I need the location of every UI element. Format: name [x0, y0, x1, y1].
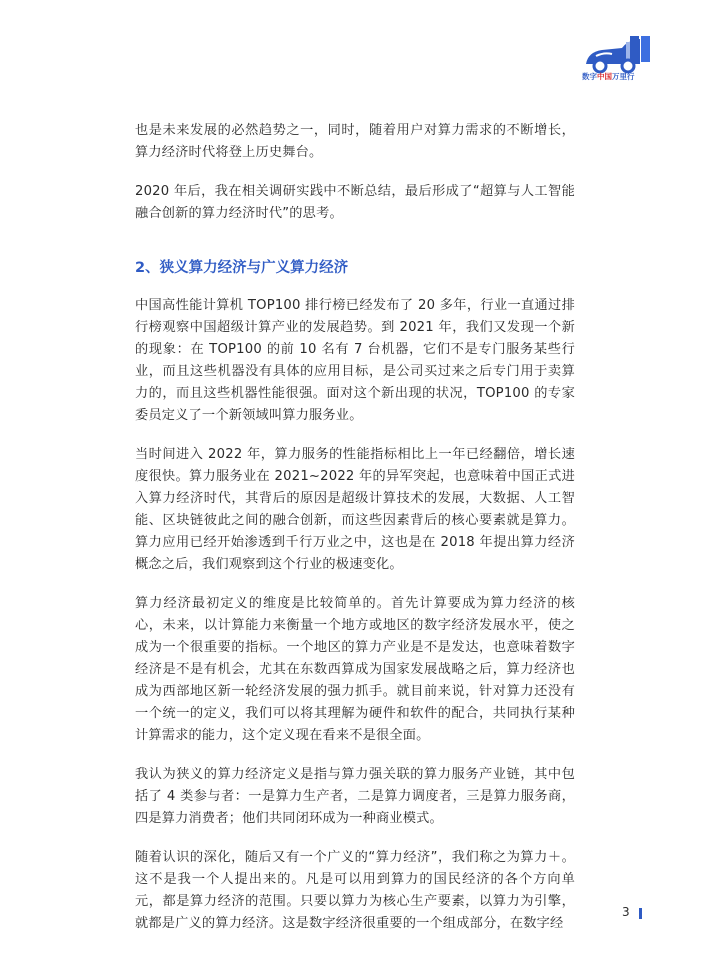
paragraph: 我认为狭义的算力经济定义是指与算力强关联的算力服务产业链，其中包括了 4 类参与者：一是算力生产者，二是算力调度者，三是算力服务商，四是算力消费者；他们共同闭环成为一种商业模式。 [135, 767, 575, 826]
section-title: 2、狭义算力经济与广义算力经济 [135, 260, 349, 276]
paragraph: 当时间进入 2022 年，算力服务的性能指标相比上一年已经翻倍，增长速度很快。算力服务业在 2021~2022 年的异军突起，也意味着中国正式进入算力经济时代，其背后的原因是超级计算技术的发展，大数据、人工智能、区块链彼此之间的融合创新，而这些因素背后的核心要素就是算力。算力应用已经开始渗透到千行万业之中，这也是在 2018 年提出算力经济概念之后，我们观察到这个行业的极速变化。 [135, 447, 575, 572]
document-body [135, 120, 575, 952]
paragraph: 随着认识的深化，随后又有一个广义的“算力经济”，我们称之为算力＋。这不是我一个人提出来的。凡是可以用到算力的国民经济的各个方向单元，都是算力经济的范围。只要以算力为核心生产要素，以算力为引擎，就都是广义的算力经济。这是数字经济很重要的一个组成部分，在数字经 [135, 850, 575, 931]
logo-text-red: 中国 [597, 72, 612, 81]
logo-text-left: 数字 [582, 72, 597, 81]
paragraph: 算力经济最初定义的维度是比较简单的。首先计算要成为算力经济的核心，未来，以计算能力来衡量一个地方或地区的数字经济发展水平，使之成为一个很重要的指标。一个地区的算力产业是不是发达，也意味着数字经济是不是有机会，尤其在东数西算成为国家发展战略之后，算力经济也成为西部地区新一轮经济发展的强力抓手。就目前来说，针对算力还没有一个统一的定义，我们可以将其理解为硬件和软件的配合，共同执行某种计算需求的能力，这个定义现在看来不是很全面。 [135, 596, 575, 743]
page-number: 3 [622, 905, 630, 919]
paragraph: 也是未来发展的必然趋势之一，同时，随着用户对算力需求的不断增长，算力经济时代将登上历史舞台。 [135, 123, 575, 160]
logo-text-right: 万里行 [612, 72, 635, 81]
paragraph: 中国高性能计算机 TOP100 排行榜已经发布了 20 多年，行业一直通过排行榜观察中国超级计算产业的发展趋势。到 2021 年，我们又发现一个新的现象：在 TOP100 的前 10 名有 7 台机器，它们不是专门服务某些行业，而且这些机器没有具体的应用目标，是公司买过来之后专门用于卖算力的，而且这些机器性能很强。面对这个新出现的状况，TOP100 的专家委员定义了一个新领域叫算力服务业。 [135, 298, 575, 423]
paragraph: 2020 年后，我在相关调研实践中不断总结，最后形成了“超算与人工智能融合创新的算力经济时代”的思考。 [135, 184, 575, 221]
logo-text [582, 71, 635, 82]
page-number-accent-bar [639, 908, 642, 919]
